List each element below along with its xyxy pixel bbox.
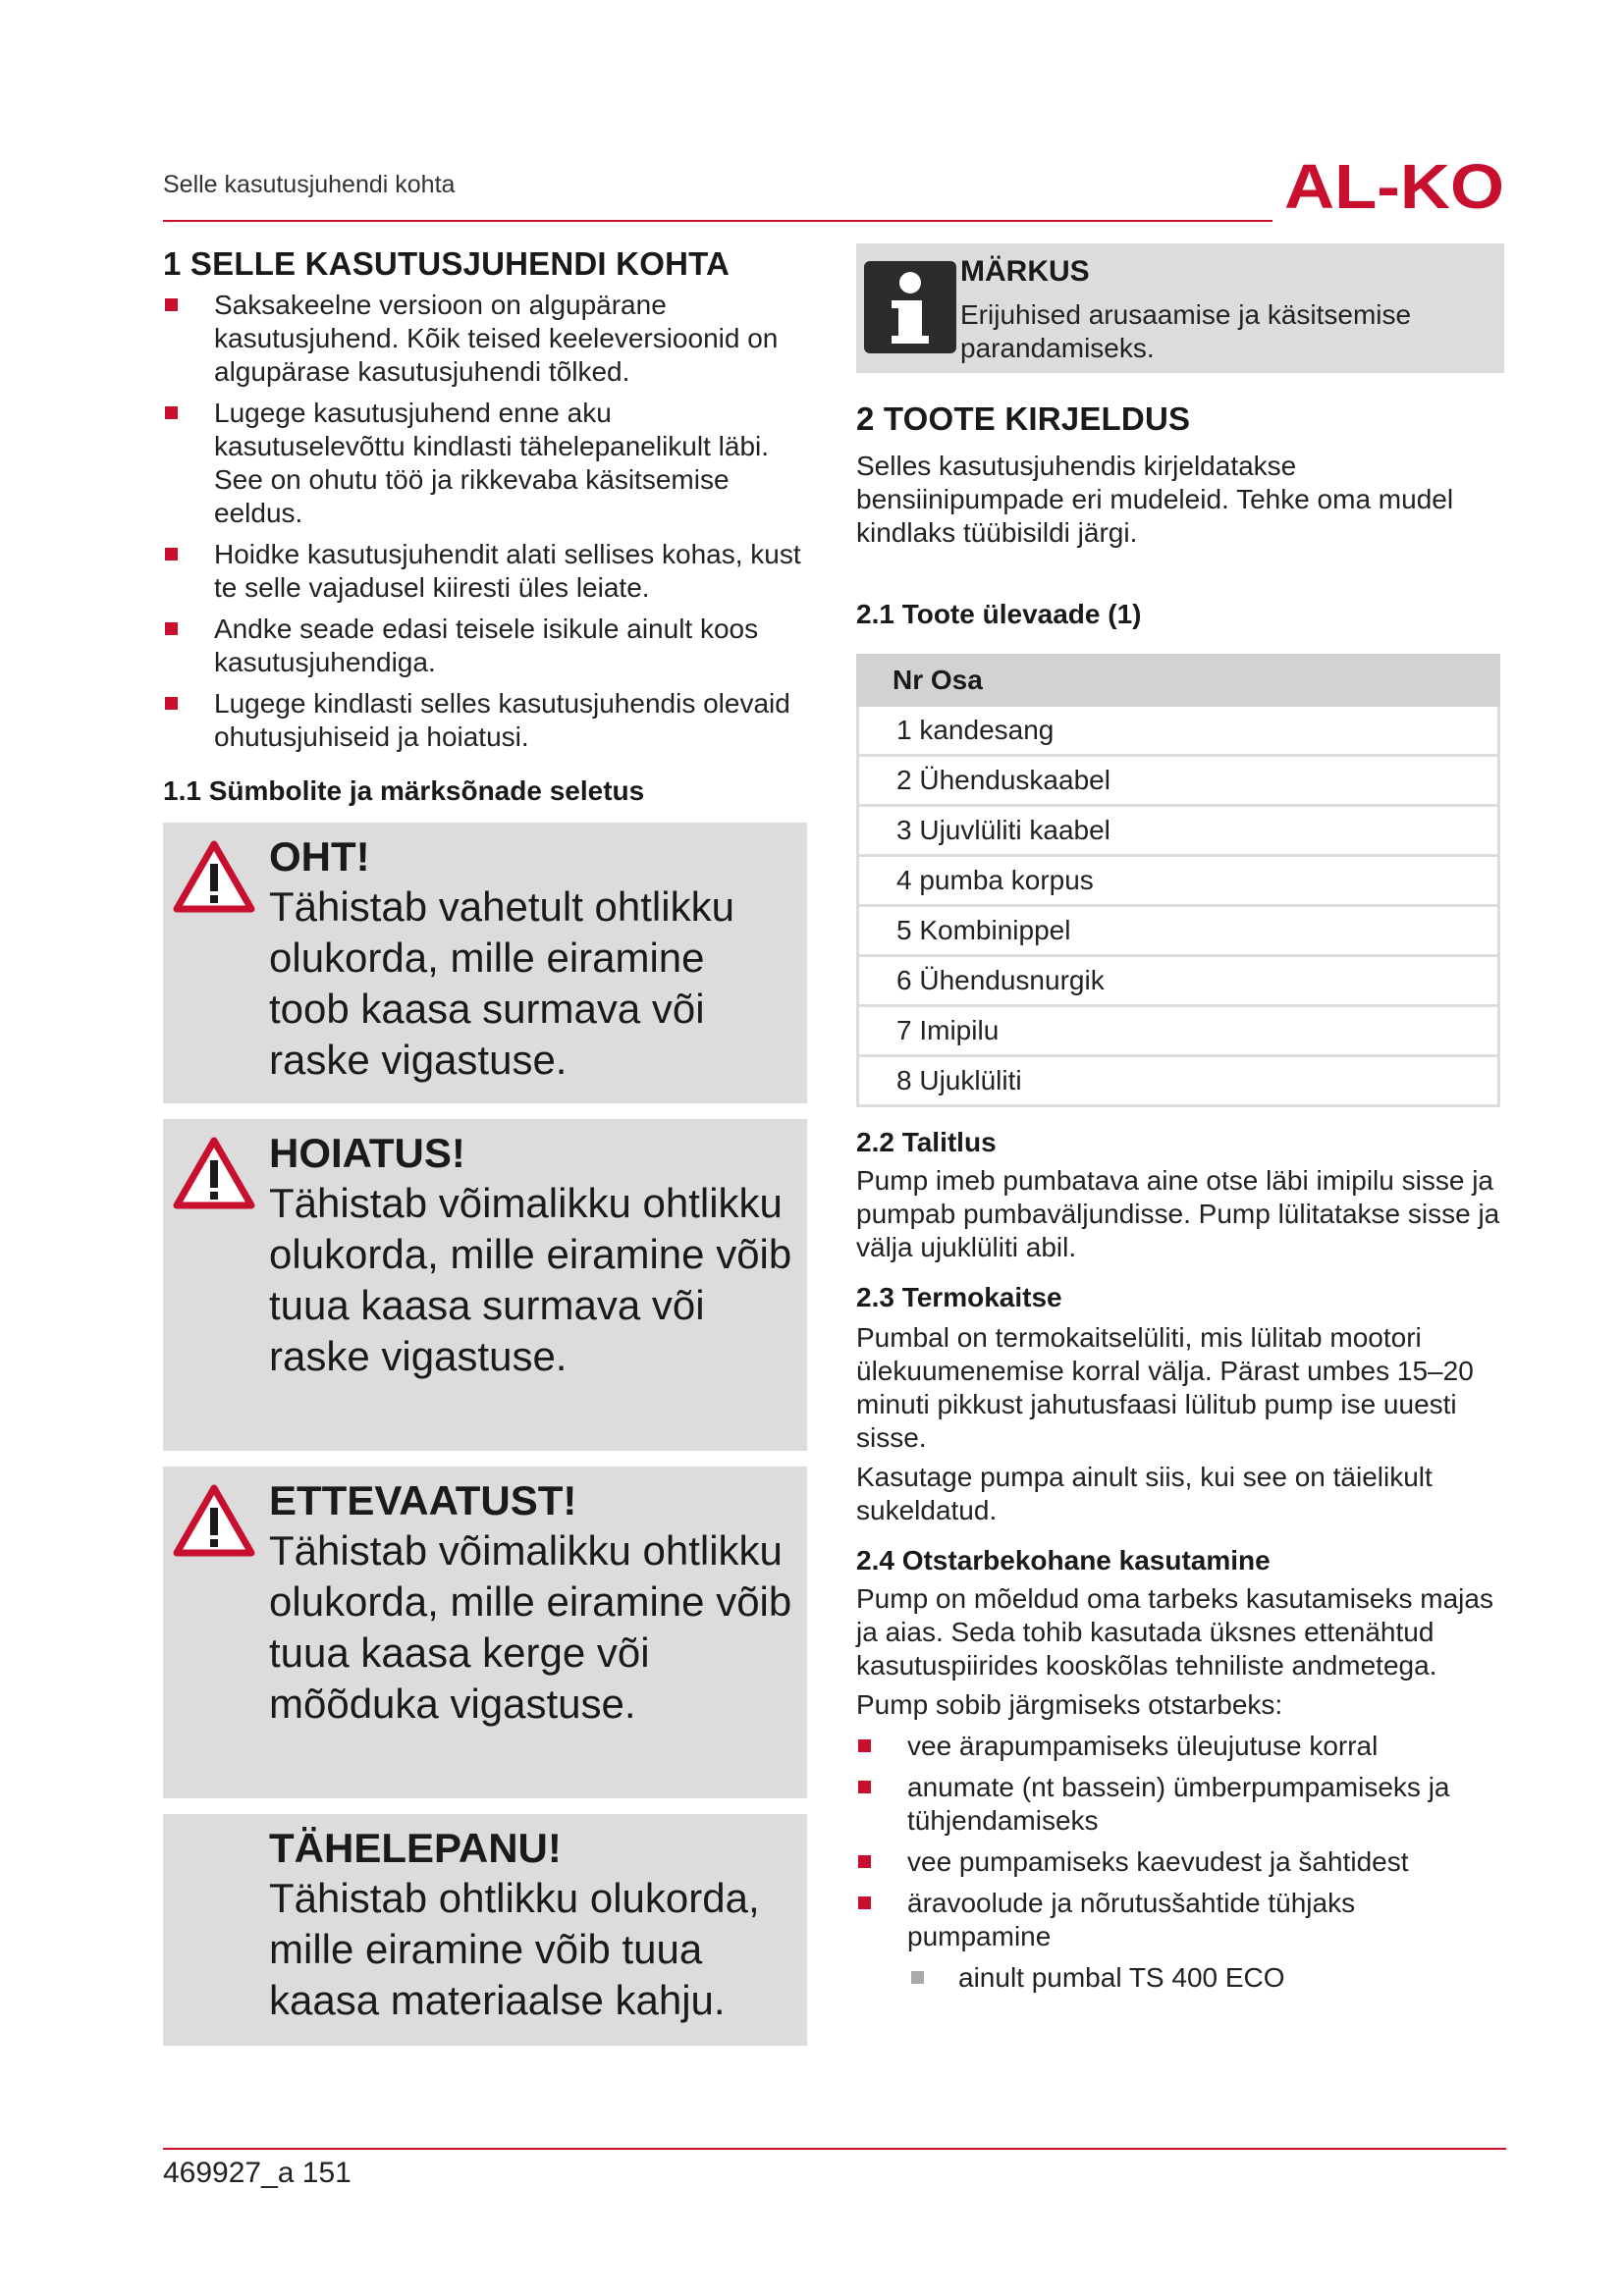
list-sub-item: ainult pumbal TS 400 ECO <box>856 1961 1504 1995</box>
section-2-1-heading: 2.1 Toote ülevaade (1) <box>856 599 1142 629</box>
section-2-intro: Selles kasutusjuhendis kirjeldatakse bensiinipumpade eri mudeleid. Tehke oma mudel kindlaks tüübisildi järgi. <box>856 451 1454 548</box>
list-item: vee pumpamiseks kaevudest ja šahtidest <box>856 1845 1504 1879</box>
info-icon <box>864 261 956 353</box>
section-2-heading: 2 TOOTE KIRJELDUS <box>856 400 1191 437</box>
table-row: 8 Ujuklüliti <box>858 1056 1499 1106</box>
bullet-square-icon <box>858 1896 871 1909</box>
danger-text: Tähistab vahetult ohtlikku olukorda, mille eiramine toob kaasa surmava või raske vigastuse. <box>269 883 734 1083</box>
notice-text: Tähistab ohtlikku olukorda, mille eiramine võib tuua kaasa materiaalse kahju. <box>269 1875 760 2023</box>
bullet-square-icon <box>858 1781 871 1793</box>
table-row: 5 Kombinippel <box>858 906 1499 956</box>
use-text-2: Pump sobib järgmiseks otstarbeks: <box>856 1689 1283 1720</box>
list-item: vee ärapumpamiseks üleujutuse korral <box>856 1730 1504 1763</box>
list-item: anumate (nt bassein) ümberpumpamiseks ja tühjendamiseks <box>856 1771 1504 1838</box>
caution-title: ETTEVAATUST! <box>269 1477 577 1523</box>
list-item: Lugege kasutusjuhend enne aku kasutuselevõttu kindlasti tähelepanelikult läbi. See on ohutu töö ja rikkevaba käsitsemise eeldus. <box>163 397 807 530</box>
function-text: Pump imeb pumbatava aine otse läbi imipilu sisse ja pumpab pumbaväljundisse. Pump lülitatakse sisse ja välja ujuklüliti abil. <box>856 1165 1500 1262</box>
list-item: Hoidke kasutusjuhendit alati sellises kohas, kust te selle vajadusel kiiresti üles leiate. <box>163 538 807 605</box>
table-row: 1 kandesang <box>858 706 1499 756</box>
note-text: Erijuhised arusaamise ja käsitsemise parandamiseks. <box>960 299 1412 363</box>
danger-title: OHT! <box>269 833 370 880</box>
use-bullets <box>856 1730 1504 1995</box>
bullet-square-icon <box>911 1971 924 1984</box>
table-row: 7 Imipilu <box>858 1006 1499 1056</box>
warning-box <box>163 1119 807 1451</box>
notice-title: TÄHELEPANU! <box>269 1825 562 1871</box>
warning-text: Tähistab võimalikku ohtlikku olukorda, mille eiramine võib tuua kaasa surmava või raske vigastuse. <box>269 1180 792 1379</box>
caution-box <box>163 1467 807 1798</box>
section-1-bullets <box>163 289 807 754</box>
warning-triangle-icon <box>173 1135 255 1211</box>
section-2-3-heading: 2.3 Termokaitse <box>856 1282 1062 1312</box>
parts-table <box>856 654 1500 1107</box>
bullet-square-icon <box>165 298 178 311</box>
bullet-square-icon <box>858 1855 871 1868</box>
use-text-1: Pump on mõeldud oma tarbeks kasutamiseks majas ja aias. Seda tohib kasutada üksnes ettenähtud kasutuspiirides kooskõlas tehniliste andmetega. <box>856 1583 1493 1681</box>
bullet-square-icon <box>165 622 178 635</box>
running-header: Selle kasutusjuhendi kohta <box>163 171 456 198</box>
notice-box <box>163 1814 807 2046</box>
bullet-square-icon <box>858 1739 871 1752</box>
warning-triangle-icon <box>173 838 255 915</box>
bullet-square-icon <box>165 548 178 561</box>
bullet-square-icon <box>165 406 178 419</box>
section-1-1-heading: 1.1 Sümbolite ja märksõnade seletus <box>163 775 645 806</box>
thermal-text-1: Pumbal on termokaitselüliti, mis lülitab mootori ülekuumenemise korral välja. Pärast umbes 15–20 minuti pikkust jahutusfaasi lülitub pump ise uuesti sisse. <box>856 1322 1474 1453</box>
left-column <box>163 245 807 2046</box>
warning-title: HOIATUS! <box>269 1130 465 1176</box>
table-header: Nr Osa <box>858 656 1499 706</box>
note-box <box>856 243 1504 373</box>
caution-text: Tähistab võimalikku ohtlikku olukorda, mille eiramine võib tuua kaasa kerge või mõõduka vigastuse. <box>269 1527 792 1727</box>
section-2-4-heading: 2.4 Otstarbekohane kasutamine <box>856 1545 1271 1575</box>
thermal-text-2: Kasutage pumpa ainult siis, kui see on täielikult sukeldatud. <box>856 1462 1433 1525</box>
warning-triangle-icon <box>173 1482 255 1559</box>
table-row: 2 Ühenduskaabel <box>858 756 1499 806</box>
table-row: 6 Ühendusnurgik <box>858 956 1499 1006</box>
danger-box <box>163 823 807 1103</box>
brand-text: AL-KO <box>1284 157 1504 214</box>
bullet-square-icon <box>165 697 178 710</box>
section-2-2-heading: 2.2 Talitlus <box>856 1127 997 1157</box>
table-header-row <box>858 656 1499 706</box>
list-item: Saksakeelne versioon on algupärane kasutusjuhend. Kõik teised keeleversioonid on algupärase kasutusjuhendi tõlked. <box>163 289 807 389</box>
right-column <box>856 243 1504 2002</box>
alko-logo <box>1284 157 1504 214</box>
header-divider <box>163 220 1272 222</box>
footer-divider <box>163 2148 1506 2150</box>
list-item: Lugege kindlasti selles kasutusjuhendis olevaid ohutusjuhiseid ja hoiatusi. <box>163 687 807 754</box>
table-row: 4 pumba korpus <box>858 856 1499 906</box>
list-item: Andke seade edasi teisele isikule ainult koos kasutusjuhendiga. <box>163 613 807 679</box>
section-1-heading: 1 SELLE KASUTUSJUHENDI KOHTA <box>163 245 731 282</box>
page-footer: 469927_a 151 <box>163 2157 352 2189</box>
note-title: MÄRKUS <box>960 255 1090 288</box>
table-row: 3 Ujuvlüliti kaabel <box>858 806 1499 856</box>
list-item: äravoolude ja nõrutusšahtide tühjaks pumpamine <box>856 1887 1504 1953</box>
